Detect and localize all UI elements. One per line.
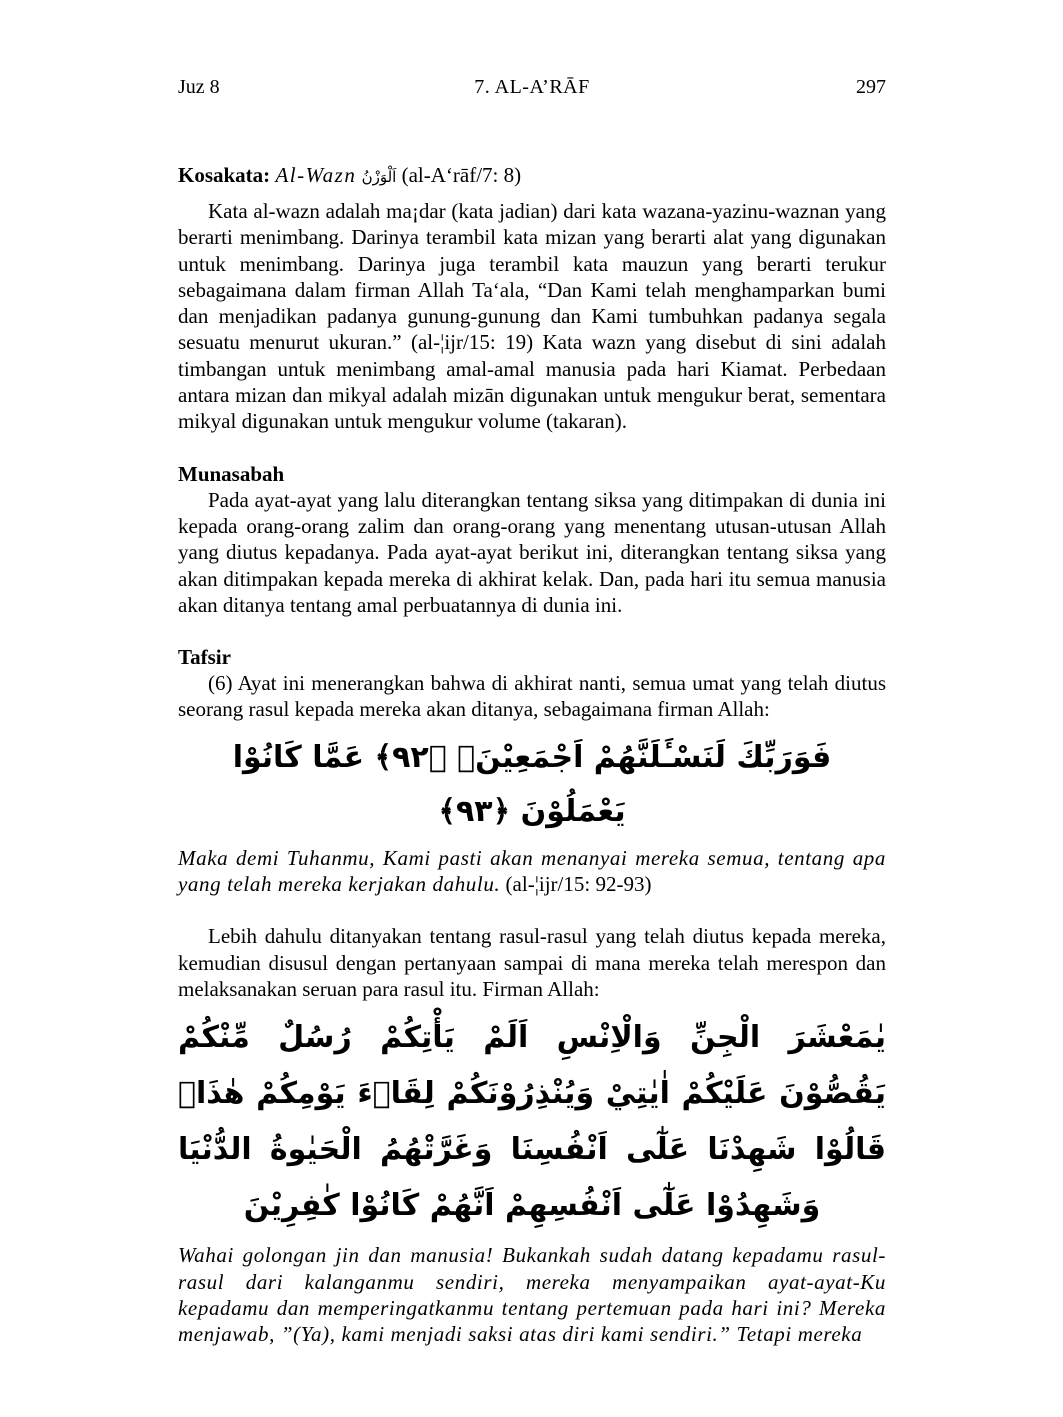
verse-translation-2: Wahai golongan jin dan manusia! Bukankah sudah datang kepadamu rasul-rasul dari kalanganmu sendiri, mereka menyampaikan ayat-ayat-Ku kepadamu dan memperingatkanmu tentang pertemuan pada hari ini? Mereka menjawab, ”(Ya), kami menjadi saksi atas diri kami sendiri.” Tetapi mereka [178,1243,886,1347]
kosakata-arabic-term: اَلْوَزْنُ [361,168,397,186]
munasabah-heading: Munasabah [178,461,285,486]
quran-verse-92-93: فَوَرَبِّكَ لَنَسْـَٔلَنَّهُمْ اَجْمَعِيْنَۙ ﴿٩٢﴾ عَمَّا كَانُوْا يَعْمَلُوْنَ ﴿٩٣﴾ [232,739,832,829]
tafsir-intro-paragraph: (6) Ayat ini menerangkan bahwa di akhirat nanti, semua umat yang telah diutus seorang rasul kepada mereka akan ditanya, sebagaimana firman Allah: [178,671,886,722]
quran-verse-al-anam-130: يٰمَعْشَرَ الْجِنِّ وَالْاِنْسِ اَلَمْ يَأْتِكُمْ رُسُلٌ مِّنْكُمْ يَقُصُّوْنَ عَلَيْكُمْ اٰيٰتِيْ وَيُنْذِرُوْنَكُمْ لِقَاۤءَ يَوْمِكُمْ هٰذَاۗ قَالُوْا شَهِدْنَا عَلٰٓى اَنْفُسِنَا وَغَرَّتْهُمُ الْحَيٰوةُ الدُّنْيَا وَشَهِدُوْا عَلٰٓى اَنْفُسِهِمْ اَنَّهُمْ كَانُوْا كٰفِرِيْنَ [178,1020,886,1224]
surah-title: 7. AL-A’RĀF [474,76,590,98]
document-page [178,70,886,1347]
verse-translation-1-reference: (al-¦ijr/15: 92-93) [505,872,652,897]
spacer [178,618,886,644]
verse-translation-1-text: Maka demi Tuhanmu, Kami pasti akan menanyai mereka semua, tentang apa yang telah mereka kerjakan dahulu. [178,845,886,897]
kosakata-paragraph: Kata al-wazn adalah ma¡dar (kata jadian) dari kata wazana-yazinu-waznan yang berarti menimbang. Darinya terambil kata mizan yang berarti alat yang digunakan untuk menimbang. Darinya juga terambil kata mauzun yang berarti terukur sebagaimana dalam firman Allah Ta‘ala, “Dan Kami telah menghamparkan bumi dan menjadikan padanya gunung-gunung dan Kami tumbuhkan padanya segala sesuatu menurut ukuran.” (al-¦ijr/15: 19) Kata wazn yang disebut di sini adalah timbangan untuk menimbang amal-amal manusia pada hari Kiamat. Perbedaan antara mizan dan mikyal adalah mizān digunakan untuk mengukur berat, sementara mikyal digunakan untuk mengukur volume (takaran). [178,199,886,434]
kosakata-label: Kosakata: [178,163,271,187]
kosakata-term: Al-Wazn [275,163,357,187]
juz-label: Juz 8 [178,76,220,98]
spacer [178,897,886,923]
kosakata-reference: (al-A‘rāf/7: 8) [401,163,522,187]
tafsir-paragraph-2: Lebih dahulu ditanyakan tentang rasul-rasul yang telah diutus kepada mereka, kemudian disusul dengan pertanyaan sampai di mana mereka telah merespon dan melaksanakan seruan para rasul itu. Firman Allah: [178,924,886,1001]
spacer [178,435,886,461]
page-number: 297 [856,76,886,98]
verse-translation-1 [178,845,886,898]
kosakata-heading [178,162,886,190]
running-header [178,70,886,100]
tafsir-heading: Tafsir [178,645,231,670]
munasabah-paragraph: Pada ayat-ayat yang lalu diterangkan tentang siksa yang ditimpakan di dunia ini kepada orang-orang zalim dan orang-orang yang menentang utusan-utusan Allah yang diutus kepadanya. Pada ayat-ayat berikut ini, diterangkan tentang siksa yang akan ditimpakan kepada mereka di akhirat kelak. Dan, pada hari itu semua manusia akan ditanya tentang amal perbuatannya di dunia ini. [178,487,886,617]
